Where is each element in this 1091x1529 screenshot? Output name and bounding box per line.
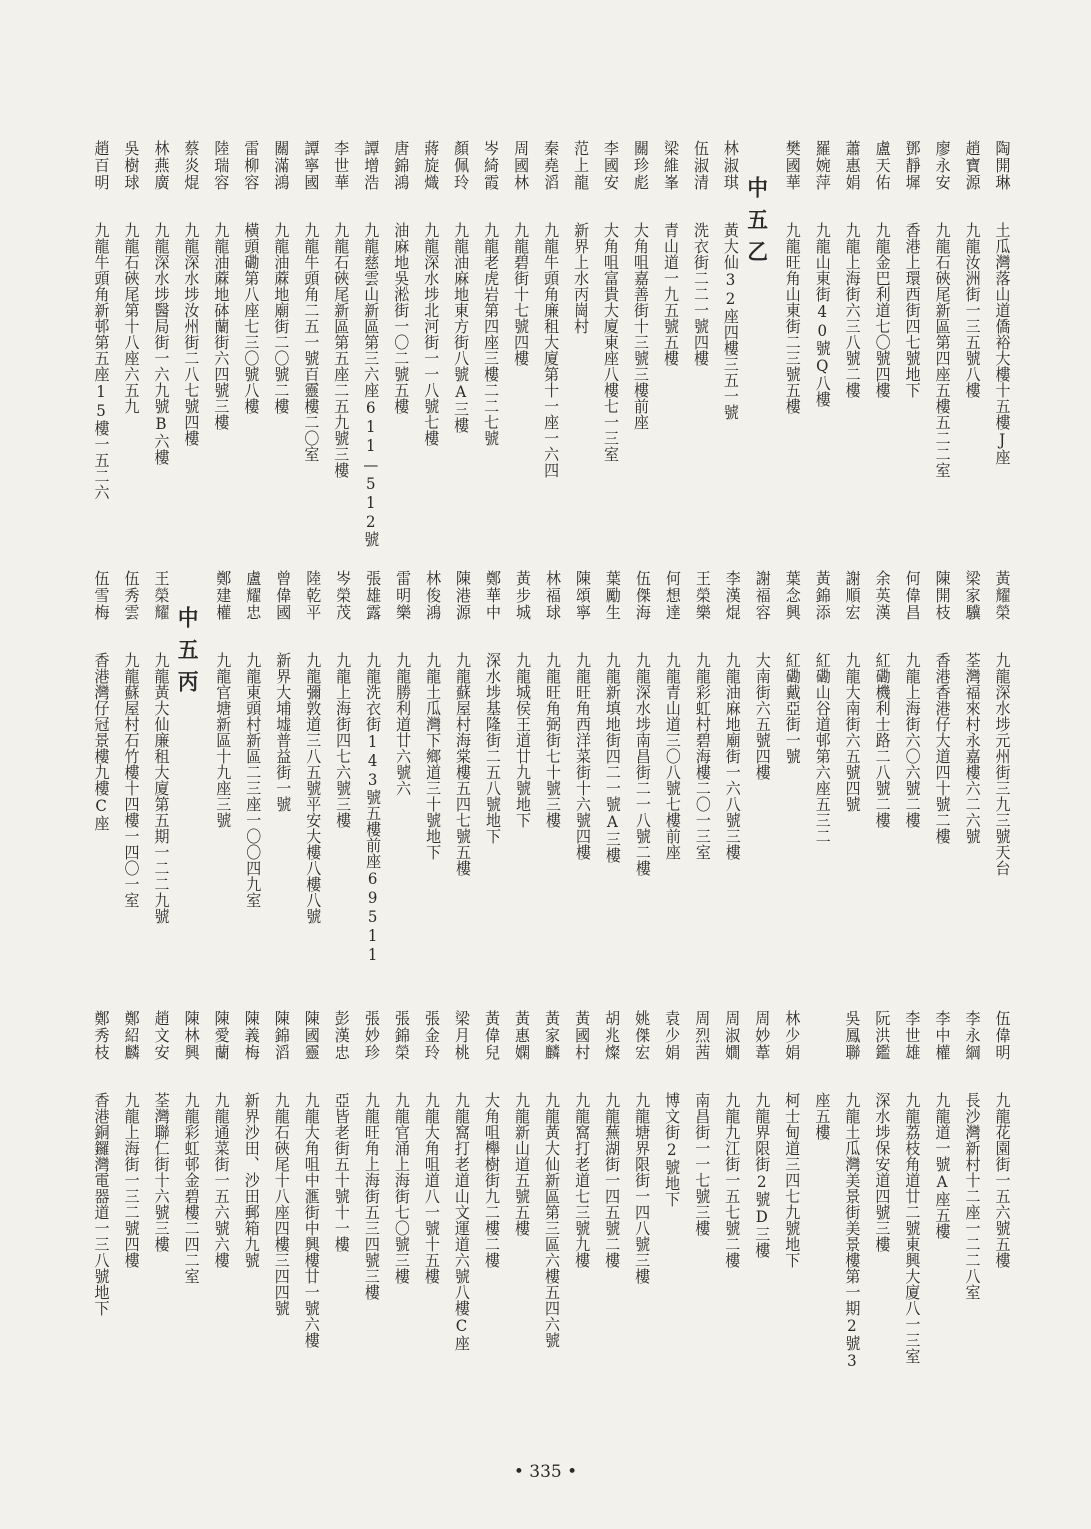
list-item [350, 140, 380, 547]
student-name: 黃惠嫻 [512, 1010, 531, 1061]
list-item [260, 1010, 290, 1370]
list-item [230, 140, 260, 547]
list-item [110, 140, 140, 547]
student-name: 陳頌寧 [573, 570, 592, 621]
student-name: 蔡炎焜 [182, 140, 200, 191]
list-item [981, 1010, 1011, 1370]
student-name: 陸乾平 [303, 570, 322, 621]
student-name: 林燕廣 [152, 140, 170, 191]
list-item [200, 1010, 230, 1370]
student-name: 謝順宏 [843, 570, 862, 621]
list-item [380, 1010, 410, 1370]
list-item [891, 570, 921, 964]
student-name: 陳港源 [453, 570, 472, 621]
student-name: 李永綱 [963, 1010, 981, 1061]
student-address: 九龍塘界限街一四八號三樓 [632, 1092, 651, 1284]
student-address: 九龍官塘新區十九座三號 [213, 652, 232, 828]
student-address: 九龍蕪湖街一四五號二樓 [602, 1092, 621, 1268]
list-item [110, 570, 140, 964]
student-address: 九龍牛頭角新邨第五座15樓一五二六 [92, 222, 110, 500]
student-name: 鄭秀枝 [92, 1010, 111, 1061]
student-address: 九龍旺角西洋菜街十六號四樓 [573, 652, 592, 860]
student-address: 深水埗保安道四號三樓 [873, 1092, 891, 1252]
list-item [951, 1010, 981, 1370]
student-address: 新界沙田、沙田郵箱九號 [242, 1092, 261, 1268]
student-name: 譚寧國 [301, 140, 320, 191]
list-item [921, 1010, 951, 1370]
student-address: 紅磡機利士路二八號二樓 [873, 652, 892, 828]
student-address: 新界上水丙崗村 [571, 222, 590, 334]
student-name: 陶開琳 [993, 140, 1011, 191]
student-name: 吳鳳聯 [843, 1010, 861, 1061]
student-name: 陳開枝 [933, 570, 952, 621]
list-item [290, 1010, 320, 1370]
student-address: 九龍深水埗汝州街二八七號四樓 [182, 222, 200, 446]
student-name: 黃錦添 [813, 570, 832, 621]
student-name: 林少娟 [782, 1010, 801, 1061]
student-address: 九龍東頭村新區二三座一〇〇四九室 [243, 652, 262, 908]
list-item [621, 570, 651, 964]
list-item [591, 1010, 621, 1370]
student-address: 大南街六五號四樓 [753, 652, 772, 780]
list-item [711, 1010, 741, 1370]
list-item [440, 1010, 470, 1370]
student-name: 張金玲 [422, 1010, 441, 1061]
student-address: 南昌街一一七號三樓 [692, 1092, 711, 1236]
student-address: 九龍窩打老道七三號九樓 [572, 1092, 591, 1268]
top-entries-a [771, 140, 1011, 547]
student-name: 蕭惠娟 [843, 140, 862, 191]
student-address: 九龍通菜街一五六號六樓 [212, 1092, 231, 1268]
list-item [801, 570, 831, 964]
list-item [831, 140, 861, 547]
list-item [591, 570, 621, 964]
list-item [140, 140, 170, 547]
list-item [831, 570, 861, 964]
list-item [80, 570, 110, 964]
student-address: 油麻地吳淞街一〇二號五樓 [391, 222, 410, 414]
list-item [292, 570, 322, 964]
student-name: 鄭紹麟 [122, 1010, 141, 1061]
list-item [531, 570, 561, 964]
list-item [442, 570, 472, 964]
student-address: 九龍九江街一五七號二樓 [722, 1092, 741, 1268]
page-number: • 335 • [513, 1462, 578, 1482]
student-name: 余英漢 [873, 570, 892, 621]
list-item [382, 570, 412, 964]
list-item [891, 1010, 921, 1370]
student-address: 深水埗基隆街二五八號地下 [483, 652, 502, 844]
list-item [649, 140, 679, 547]
student-name: 梁維峯 [661, 140, 680, 191]
student-name: 鄭華中 [483, 570, 502, 621]
middle-entries-a [202, 570, 1011, 964]
list-item [80, 140, 110, 547]
student-address: 長沙灣新村十二座一二二八室 [963, 1092, 981, 1300]
student-name: 吳樹球 [122, 140, 140, 191]
list-item [651, 1010, 681, 1370]
student-name: 岑榮茂 [333, 570, 352, 621]
student-name: 黃耀榮 [993, 570, 1011, 621]
student-address: 九龍青山道三〇八號七樓前座 [663, 652, 682, 860]
student-name: 王榮樂 [693, 570, 712, 621]
list-item [771, 570, 801, 964]
student-name: 蔣旋熾 [421, 140, 440, 191]
student-address: 九龍荔枝角道廿二號東興大廈八一三室 [903, 1092, 921, 1364]
student-address: 九龍黃大仙廉租大廈第五期一二二九號 [152, 652, 170, 924]
student-name: 李漢焜 [723, 570, 742, 621]
list-item [232, 570, 262, 964]
student-address: 柯士甸道三四七九號地下 [782, 1092, 801, 1268]
student-name: 陸瑞容 [212, 140, 230, 191]
list-item [230, 1010, 260, 1370]
student-name: 陳錦滔 [272, 1010, 291, 1061]
student-name: 樊國華 [783, 140, 802, 191]
student-name: 陳林興 [182, 1010, 201, 1061]
student-name: 趙文安 [152, 1010, 171, 1061]
list-item [320, 1010, 350, 1370]
student-address: 亞皆老街五十號十一樓 [332, 1092, 351, 1252]
list-item [861, 1010, 891, 1370]
student-name: 曾偉國 [273, 570, 292, 621]
student-address: 九龍石硤尾第十八座六五九 [122, 222, 140, 414]
student-address: 九龍彩虹村碧海樓二〇一三室 [693, 652, 712, 860]
student-name: 盧耀忠 [243, 570, 262, 621]
list-item [500, 1010, 530, 1370]
student-name: 梁月桃 [452, 1010, 471, 1061]
list-item [470, 1010, 500, 1370]
student-address: 九龍大南街六五號四號 [843, 652, 862, 812]
list-item [681, 570, 711, 964]
student-address: 荃灣聯仁街十六號三樓 [152, 1092, 171, 1252]
student-name: 伍偉明 [993, 1010, 1011, 1061]
list-item [320, 140, 350, 547]
middle-entries-b [80, 570, 170, 964]
list-item [951, 140, 981, 547]
student-name: 周國林 [511, 140, 530, 191]
student-address: 九龍上海街六三八號二樓 [843, 222, 862, 398]
list-item [590, 140, 620, 547]
student-address: 九龍山東街40號Q八樓 [813, 222, 832, 407]
student-address: 九龍新山道五號五樓 [512, 1092, 531, 1236]
list-item [741, 570, 771, 964]
student-name: 伍雪梅 [92, 570, 110, 621]
list-item [561, 1010, 591, 1370]
student-name: 張錦榮 [392, 1010, 411, 1061]
student-address: 九龍深水埗北河街一一八號七樓 [421, 222, 440, 446]
student-address: 九龍蘇屋村石竹樓十四樓一四〇一室 [122, 652, 140, 908]
student-address: 九龍勝利道廿六號六 [393, 652, 412, 796]
student-name: 阮洪鑑 [873, 1010, 891, 1061]
student-address: 紅磡戴亞街一號 [783, 652, 802, 764]
list-item [140, 570, 170, 964]
student-name: 李中權 [933, 1010, 951, 1061]
student-address: 九龍金巴利道七〇號四樓 [873, 222, 892, 398]
student-name: 葉勵生 [603, 570, 622, 621]
student-name: 雷柳容 [242, 140, 260, 191]
student-name: 唐錦鴻 [391, 140, 410, 191]
list-item [771, 1010, 801, 1370]
student-address: 九龍道一號A座五樓 [933, 1092, 951, 1239]
student-address: 九龍土瓜灣下鄉道三十號地下 [423, 652, 442, 860]
student-address: 九龍花園街一五六號五樓 [993, 1092, 1011, 1268]
student-address: 九龍老虎岩第四座三樓二二七號 [481, 222, 500, 446]
student-name: 周烈茜 [692, 1010, 711, 1061]
list-item [891, 140, 921, 547]
list-item [681, 1010, 711, 1370]
class-heading: 中五乙 [744, 176, 769, 272]
student-name: 岑綺霞 [481, 140, 500, 191]
student-name: 鄭建權 [213, 570, 232, 621]
student-address: 九龍旺角山東街二三號五樓 [783, 222, 802, 414]
list-item [110, 1010, 140, 1370]
student-address: 土瓜灣落山道僑裕大樓十五樓J座 [993, 222, 1011, 465]
student-name: 顏佩玲 [451, 140, 470, 191]
student-address: 九龍窩打老道山文運道六號八樓C座 [452, 1092, 471, 1351]
student-address: 九龍城侯王道廿九號地下 [513, 652, 532, 828]
student-address: 香港灣仔冠景樓九樓C座 [92, 652, 110, 831]
student-name: 姚傑宏 [632, 1010, 651, 1061]
student-name: 趙寶源 [963, 140, 982, 191]
list-item [771, 140, 801, 547]
student-address: 香港上環西街四七號地下 [903, 222, 922, 398]
student-name: 秦堯滔 [541, 140, 560, 191]
list-item [260, 140, 290, 547]
student-name: 伍傑海 [633, 570, 652, 621]
student-address: 九龍彩虹邨金碧樓二四二室 [182, 1092, 201, 1284]
student-name: 陳愛蘭 [212, 1010, 231, 1061]
student-address: 洗衣街二二一號四樓 [691, 222, 710, 366]
student-address: 九龍碧街十七號四樓 [511, 222, 530, 366]
class-heading: 中五丙 [174, 606, 199, 702]
student-address: 大角咀富貴大廈東座八樓七一三室 [601, 222, 620, 462]
student-name: 趙百明 [92, 140, 110, 191]
student-name: 鄧靜墀 [903, 140, 922, 191]
student-address: 九龍旺角上海街五三四號三樓 [362, 1092, 381, 1300]
list-item [500, 140, 530, 547]
student-address: 九龍彌敦道三八五號平安大樓八樓八號 [303, 652, 322, 924]
list-item [410, 1010, 440, 1370]
list-item [80, 1010, 110, 1370]
student-name: 林俊鴻 [423, 570, 442, 621]
list-item [709, 140, 739, 547]
student-address: 九龍大角咀道八一號十五樓 [422, 1092, 441, 1284]
student-address: 九龍黃大仙新區第三區六樓五四六號 [542, 1092, 561, 1348]
student-name: 周妙葦 [752, 1010, 771, 1061]
student-address: 九龍深水埗醫局街一六九號B六樓 [152, 222, 170, 465]
student-address: 荃灣福來村永嘉樓六二六號 [963, 652, 982, 844]
student-address: 橫頭磡第八座七三〇號八樓 [242, 222, 260, 414]
list-item [202, 570, 232, 964]
student-name: 張妙珍 [362, 1010, 381, 1061]
middle-section [80, 570, 1011, 964]
student-address: 九龍旺角弼街七十號三樓 [543, 652, 562, 828]
student-address: 九龍深水埗南昌街二一八號二樓 [633, 652, 652, 876]
student-name: 譚增浩 [361, 140, 380, 191]
student-name: 伍秀雲 [122, 570, 140, 621]
bottom-section [80, 1010, 1011, 1370]
student-name: 雷明樂 [393, 570, 412, 621]
student-name: 葉念興 [783, 570, 802, 621]
student-address: 九龍上海街四七六號三樓 [333, 652, 352, 828]
student-address: 大角咀嘉善街十三號三樓前座 [631, 222, 650, 430]
bottom-entries [80, 1010, 1011, 1370]
list-item [711, 570, 741, 964]
list-item [470, 140, 500, 547]
student-address: 九龍大角咀中滙街中興樓廿一號六樓 [302, 1092, 321, 1348]
student-name: 黃國村 [572, 1010, 591, 1061]
list-item [951, 570, 981, 964]
list-item [530, 1010, 560, 1370]
list-item [679, 140, 709, 547]
student-address: 九龍慈雲山新區第三六座611—512號 [361, 222, 380, 547]
student-name: 李世雄 [903, 1010, 921, 1061]
student-address: 香港銅鑼灣電器道一三八號地下 [92, 1092, 111, 1316]
student-name: 林淑琪 [721, 140, 740, 191]
student-address: 九龍界限街2號D三樓 [752, 1092, 771, 1258]
student-address: 九龍官涌上海街七〇號三樓 [392, 1092, 411, 1284]
student-name: 林福球 [543, 570, 562, 621]
list-item [861, 570, 891, 964]
list-item [200, 140, 230, 547]
student-name: 何偉昌 [903, 570, 922, 621]
student-name: 黃家麟 [542, 1010, 561, 1061]
list-item [140, 1010, 170, 1370]
list-item [530, 140, 560, 547]
list-item [262, 570, 292, 964]
student-address: 九龍油麻地廟街一六八號三樓 [723, 652, 742, 860]
list-item [921, 570, 951, 964]
list-item [290, 140, 320, 547]
student-address: 九龍汝洲街一三五號八樓 [963, 222, 982, 398]
student-address: 大角咀櫸樹街九二樓二樓 [482, 1092, 501, 1268]
list-item [861, 140, 891, 547]
student-address: 九龍牛頭角廉租大廈第十一座一六四 [541, 222, 560, 478]
student-name: 李國安 [601, 140, 620, 191]
student-address: 九龍上海街六〇六號二樓 [903, 652, 922, 828]
student-name: 陳義梅 [242, 1010, 261, 1061]
student-address: 九龍上海街一三二號四樓 [122, 1092, 141, 1268]
list-item [352, 570, 382, 964]
student-name: 廖永安 [933, 140, 952, 191]
student-address: 九龍石硤尾新區第五座二五九號三樓 [331, 222, 350, 478]
top-section [80, 140, 1011, 547]
student-name: 何想達 [663, 570, 682, 621]
list-item [561, 570, 591, 964]
list-item [380, 140, 410, 547]
student-address: 九龍深水埗元州街三九三號天台 [993, 652, 1011, 876]
student-name: 范上龍 [571, 140, 590, 191]
student-address: 香港香港仔大道四十號二樓 [933, 652, 952, 844]
list-item [921, 140, 951, 547]
student-name: 關滿鴻 [272, 140, 290, 191]
list-item [322, 570, 352, 964]
list-item [981, 570, 1011, 964]
list-item [801, 140, 831, 547]
student-address: 九龍石硤尾十八座四樓三四四號 [272, 1092, 291, 1316]
student-name: 伍淑清 [691, 140, 710, 191]
student-name: 周淑嫺 [722, 1010, 741, 1061]
student-address: 九龍油蔴地砵蘭街六四號三樓 [212, 222, 230, 430]
student-address: 座五樓 [812, 1092, 831, 1140]
list-item [170, 140, 200, 547]
student-name: 關珍彪 [631, 140, 650, 191]
student-name: 彭漢忠 [332, 1010, 351, 1061]
top-entries-b [80, 140, 739, 547]
student-address: 紅磡山谷道邨第六座五三二 [813, 652, 832, 844]
student-address: 九龍洗衣街143號五樓前座69511 [363, 652, 382, 964]
student-name: 王榮耀 [152, 570, 170, 621]
student-name: 李世華 [331, 140, 350, 191]
list-item [170, 1010, 200, 1370]
student-name: 盧天佑 [873, 140, 892, 191]
student-address: 新界大埔墟普益街一號 [273, 652, 292, 812]
list-item [412, 570, 442, 964]
student-address: 青山道一九五號五樓 [661, 222, 680, 366]
list-item [981, 140, 1011, 547]
list-item [560, 140, 590, 547]
list-item [621, 1010, 651, 1370]
list-item [741, 1010, 771, 1370]
student-address: 九龍新填地街四二一號A三樓 [603, 652, 622, 863]
student-name: 胡兆燦 [602, 1010, 621, 1061]
list-item [831, 1010, 861, 1370]
student-name: 羅婉萍 [813, 140, 832, 191]
list-item [410, 140, 440, 547]
list-item [440, 140, 470, 547]
student-address: 九龍油蔴地廟街二〇號二樓 [272, 222, 290, 414]
student-name: 黃步城 [513, 570, 532, 621]
list-item [619, 140, 649, 547]
student-name: 謝福容 [753, 570, 772, 621]
student-address: 九龍土瓜灣美景街美景樓第一期2號3 [843, 1092, 861, 1370]
student-name: 梁家驥 [963, 570, 982, 621]
student-address: 博文街2號地下 [662, 1092, 681, 1207]
list-item [350, 1010, 380, 1370]
student-name: 張雄露 [363, 570, 382, 621]
list-item [501, 570, 531, 964]
student-name: 黃偉兒 [482, 1010, 501, 1061]
student-address: 九龍蘇屋村海棠樓五四七號五樓 [453, 652, 472, 876]
student-name: 袁少娟 [662, 1010, 681, 1061]
student-address: 九龍油麻地東方街八號A三樓 [451, 222, 470, 433]
student-name: 陳國靈 [302, 1010, 321, 1061]
student-address: 九龍石硤尾新區第四座五樓五二二室 [933, 222, 952, 478]
list-item [651, 570, 681, 964]
list-item [801, 1010, 831, 1370]
list-item [472, 570, 502, 964]
student-address: 九龍牛頭角二五一號百靈樓二〇室 [301, 222, 320, 462]
student-address: 黃大仙32座四樓三五一號 [721, 222, 740, 420]
